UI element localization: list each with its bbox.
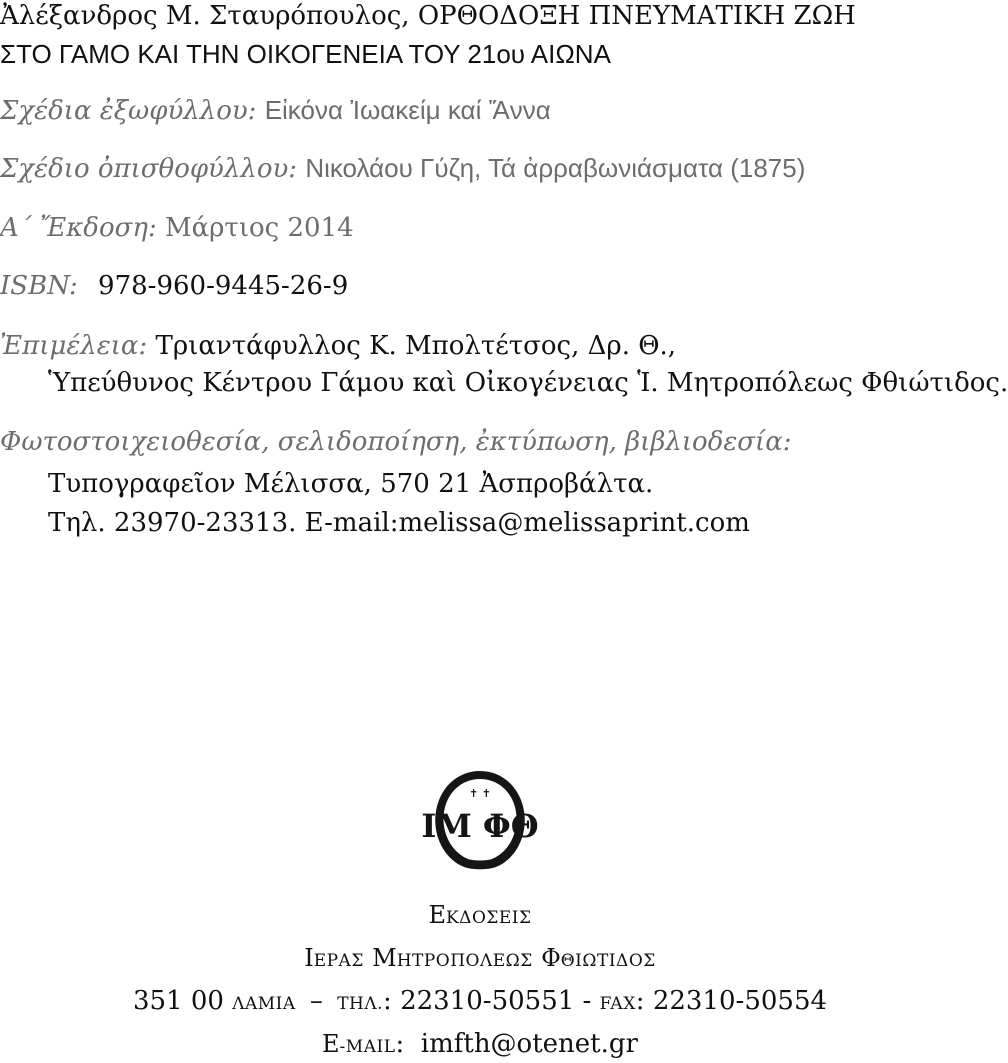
city: ΛΑΜΙΑ <box>232 994 296 1014</box>
edition-label: Α΄ Ἔκδοση: <box>0 213 157 243</box>
front-cover-credit <box>0 94 551 127</box>
fax-value: : 22310-50554 <box>635 986 828 1016</box>
publisher-name: ΙΕΡΑΣ ΜΗΤΡΟΠΟΛΕΩΣ ΦΘΙΩΤΙΔΟΣ <box>304 944 656 972</box>
fax-label: FAX <box>599 994 636 1014</box>
back-cover-value: Νικολάου Γύζη, Τά ἀρραβωνιάσματα (1875) <box>305 153 806 183</box>
front-cover-value: Εἰκόνα Ἰωακείμ καί Ἄννα <box>264 95 551 125</box>
isbn-credit <box>0 270 348 302</box>
front-cover-label: Σχέδια ἐξωφύλλου: <box>0 96 257 126</box>
postal-code: 351 00 <box>132 986 224 1016</box>
back-cover-label: Σχέδιο ὀπισθοφύλλου: <box>0 154 298 184</box>
author-title-line-2: ΣΤΟ ΓΑΜΟ ΚΑΙ ΤΗΝ ΟΙΚΟΓΕΝΕΙΑ ΤΟΥ 21ου ΑΙΩΝΑ <box>0 39 611 69</box>
isbn-label: ISBN: <box>0 271 78 301</box>
publisher-email: E-MAIL: imfth@otenet.gr <box>322 1029 638 1059</box>
separator-dash: – <box>309 986 323 1016</box>
emblem-letters: ΙΜ ΦΘ <box>421 807 539 845</box>
isbn-value: 978-960-9445-26-9 <box>98 271 349 301</box>
editor-credit <box>0 330 676 362</box>
publisher-address <box>0 985 960 1020</box>
back-cover-credit <box>0 152 805 185</box>
editor-value: Τριαντάφυλλος Κ. Μπολτέτσος, Δρ. Θ., <box>155 331 677 361</box>
printer-line: Τυπογραφεῖον Μέλισσα, 570 21 Ἀσπροβάλτα. <box>48 469 654 499</box>
editor-role: Ὑπεύθυνος Κέντρου Γάμου καὶ Οἰκογένειας Ἱ. Μητροπόλεως Φθιώτιδος. <box>48 368 1008 398</box>
tel-value: : 22310-50551 - <box>383 986 592 1016</box>
edition-value: Μάρτιος 2014 <box>164 213 354 243</box>
editor-label: Ἐπιμέλεια: <box>0 331 148 361</box>
svg-text:✝ ✝: ✝ ✝ <box>469 787 491 800</box>
publisher-emblem-icon <box>421 767 539 873</box>
tel-label: ΤΗΛ. <box>337 994 384 1014</box>
author-title-line-1: Ἀλέξανδρος Μ. Σταυρόπουλος, ΟΡΘΟΔΟΞΗ ΠΝΕΥΜΑΤΙΚΗ ΖΩΗ <box>0 1 856 31</box>
email-value: : imfth@otenet.gr <box>395 1029 638 1059</box>
publisher-heading: ΕΚΔΟΣΕΙΣ <box>428 901 532 929</box>
printing-credit-label: Φωτοστοιχειοθεσία, σελιδοποίηση, ἐκτύπωση, βιβλιοδεσία: <box>0 427 792 457</box>
printer-contact: Τηλ. 23970-23313. E-mail:melissa@melissaprint.com <box>48 508 750 538</box>
email-label: -MAIL <box>339 1037 396 1057</box>
edition-credit <box>0 212 354 244</box>
